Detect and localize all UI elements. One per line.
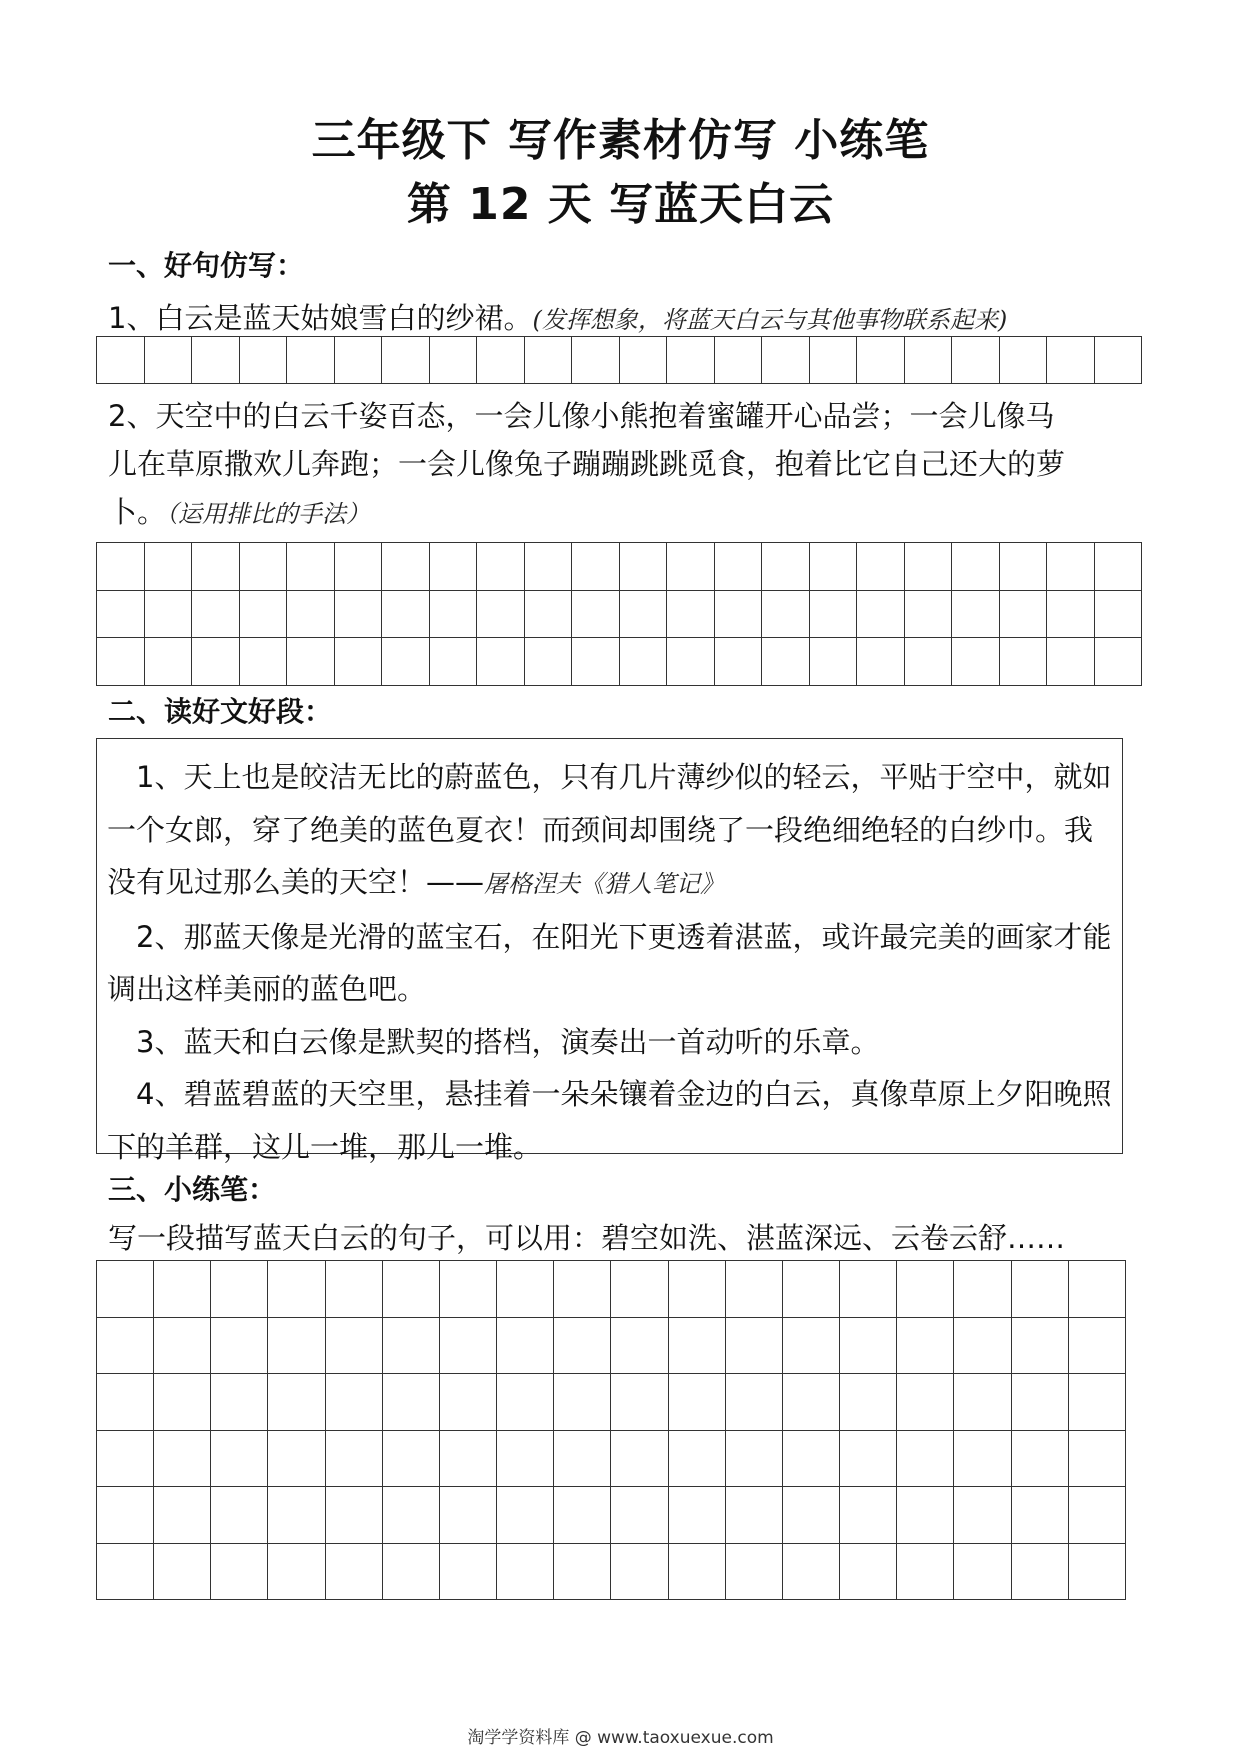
grid-cell[interactable] (725, 1487, 782, 1544)
grid-cell[interactable] (144, 543, 192, 591)
sentence-1 (108, 298, 1007, 340)
grid-cell[interactable] (439, 1317, 496, 1374)
grid-cell[interactable] (325, 1487, 382, 1544)
sentence-2-note: （运用排比的手法） (166, 500, 371, 528)
passage-paragraph-4: 4、碧蓝碧蓝的天空里，悬挂着一朵朵镶着金边的白云，真像草原上夕阳晚照下的羊群，这儿一堆，那儿一堆。 (107, 1077, 1112, 1164)
grid-cell[interactable] (952, 543, 1000, 591)
grid-cell[interactable] (211, 1487, 268, 1544)
grid-cell[interactable] (154, 1374, 211, 1431)
grid-cell[interactable] (572, 337, 620, 384)
grid-row (97, 590, 1142, 638)
grid-row (97, 1261, 1126, 1318)
grid-cell[interactable] (762, 337, 810, 384)
grid-cell[interactable] (239, 638, 287, 686)
grid-cell[interactable] (725, 1430, 782, 1487)
grid-cell[interactable] (954, 1430, 1011, 1487)
passage-paragraph-3: 3、蓝天和白云像是默契的搭档，演奏出一首动听的乐章。 (136, 1024, 880, 1059)
grid-cell[interactable] (477, 337, 525, 384)
page-title: 三年级下 写作素材仿写 小练笔 (311, 115, 930, 166)
grid-cell[interactable] (334, 543, 382, 591)
grid-cell[interactable] (439, 1430, 496, 1487)
grid-cell[interactable] (154, 1261, 211, 1318)
grid-cell[interactable] (524, 337, 572, 384)
grid-cell[interactable] (97, 1430, 154, 1487)
grid-cell[interactable] (497, 1374, 554, 1431)
sentence-2-line-2: 儿在草原撒欢儿奔跑；一会儿像兔子蹦蹦跳跳觅食，抱着比它自己还大的萝 (108, 447, 1066, 481)
passage-1-text: 1、天上也是皎洁无比的蔚蓝色，只有几片薄纱似的轻云，平贴于空中，就如一个女郎，穿了绝美的蓝色夏衣！而颈间却围绕了一段绝细绝轻的白纱巾。我没有见过那么美的天空！—— (107, 760, 1112, 899)
grid-cell[interactable] (239, 337, 287, 384)
grid-cell[interactable] (857, 638, 905, 686)
grid-cell[interactable] (1068, 1430, 1125, 1487)
grid-cell[interactable] (268, 1317, 325, 1374)
grid-cell[interactable] (714, 337, 762, 384)
grid-cell[interactable] (325, 1430, 382, 1487)
grid-cell[interactable] (999, 337, 1047, 384)
grid-row (97, 1374, 1126, 1431)
grid-cell[interactable] (97, 1374, 154, 1431)
grid-cell[interactable] (668, 1261, 725, 1318)
grid-cell[interactable] (725, 1261, 782, 1318)
grid-cell[interactable] (954, 1487, 1011, 1544)
grid-cell[interactable] (809, 638, 857, 686)
grid-cell[interactable] (439, 1543, 496, 1600)
grid-cell[interactable] (725, 1374, 782, 1431)
grid-cell[interactable] (1011, 1261, 1068, 1318)
grid-cell[interactable] (429, 543, 477, 591)
grid-cell[interactable] (952, 638, 1000, 686)
grid-cell[interactable] (954, 1261, 1011, 1318)
grid-cell[interactable] (211, 1374, 268, 1431)
grid-cell[interactable] (897, 1317, 954, 1374)
grid-cell[interactable] (382, 1487, 439, 1544)
grid-cell[interactable] (611, 1317, 668, 1374)
grid-cell[interactable] (497, 1543, 554, 1600)
grid-cell[interactable] (611, 1487, 668, 1544)
grid-cell[interactable] (840, 1487, 897, 1544)
grid-cell[interactable] (554, 1487, 611, 1544)
writing-grid-1[interactable] (96, 336, 1142, 384)
grid-cell[interactable] (714, 638, 762, 686)
grid-cell[interactable] (1094, 638, 1142, 686)
grid-cell[interactable] (954, 1317, 1011, 1374)
passage-1-source: 屠格涅夫《猎人笔记》 (484, 870, 725, 898)
grid-cell[interactable] (1047, 337, 1095, 384)
grid-cell[interactable] (857, 590, 905, 638)
grid-cell[interactable] (952, 337, 1000, 384)
grid-cell[interactable] (897, 1261, 954, 1318)
grid-cell[interactable] (782, 1430, 839, 1487)
grid-cell[interactable] (382, 543, 430, 591)
grid-cell[interactable] (809, 590, 857, 638)
grid-cell[interactable] (999, 590, 1047, 638)
grid-cell[interactable] (477, 638, 525, 686)
grid-cell[interactable] (334, 638, 382, 686)
grid-cell[interactable] (325, 1374, 382, 1431)
grid-cell[interactable] (334, 590, 382, 638)
reading-passage-box (96, 738, 1123, 1164)
grid-cell[interactable] (897, 1487, 954, 1544)
grid-cell[interactable] (840, 1430, 897, 1487)
grid-cell[interactable] (904, 590, 952, 638)
grid-cell[interactable] (954, 1374, 1011, 1431)
grid-cell[interactable] (97, 1487, 154, 1544)
grid-cell[interactable] (287, 337, 335, 384)
grid-cell[interactable] (714, 590, 762, 638)
grid-cell[interactable] (667, 590, 715, 638)
passage-paragraph-1 (107, 751, 1112, 911)
grid-cell[interactable] (1011, 1430, 1068, 1487)
sentence-2-line-3 (108, 492, 370, 534)
section3-heading: 三、小练笔： (108, 1173, 277, 1206)
sentence-2-line-1: 2、天空中的白云千姿百态，一会儿像小熊抱着蜜罐开心品尝；一会儿像马 (108, 399, 1055, 433)
grid-cell[interactable] (429, 590, 477, 638)
grid-cell[interactable] (439, 1261, 496, 1318)
grid-cell[interactable] (211, 1317, 268, 1374)
grid-cell[interactable] (154, 1487, 211, 1544)
grid-cell[interactable] (572, 590, 620, 638)
grid-cell[interactable] (611, 1543, 668, 1600)
grid-cell[interactable] (897, 1374, 954, 1431)
grid-cell[interactable] (667, 543, 715, 591)
grid-cell[interactable] (1047, 543, 1095, 591)
grid-cell[interactable] (1011, 1487, 1068, 1544)
grid-cell[interactable] (840, 1374, 897, 1431)
grid-cell[interactable] (325, 1261, 382, 1318)
grid-cell[interactable] (97, 638, 145, 686)
grid-row (97, 543, 1142, 591)
grid-row (97, 337, 1142, 384)
grid-cell[interactable] (554, 1317, 611, 1374)
grid-cell[interactable] (325, 1317, 382, 1374)
grid-cell[interactable] (154, 1430, 211, 1487)
grid-cell[interactable] (144, 337, 192, 384)
sentence-2-text-end: 卜。 (108, 495, 167, 529)
grid-cell[interactable] (1094, 590, 1142, 638)
grid-cell[interactable] (477, 590, 525, 638)
grid-cell[interactable] (192, 590, 240, 638)
grid-cell[interactable] (268, 1487, 325, 1544)
grid-cell[interactable] (668, 1430, 725, 1487)
grid-cell[interactable] (554, 1261, 611, 1318)
footer-source: 淘学学资料库 @ www.taoxuexue.com (467, 1728, 774, 1748)
section2-heading: 二、读好文好段： (108, 695, 333, 728)
grid-cell[interactable] (897, 1430, 954, 1487)
grid-cell[interactable] (782, 1261, 839, 1318)
grid-cell[interactable] (192, 543, 240, 591)
grid-cell[interactable] (1068, 1487, 1125, 1544)
grid-cell[interactable] (1068, 1317, 1125, 1374)
grid-cell[interactable] (572, 638, 620, 686)
grid-cell[interactable] (762, 638, 810, 686)
grid-cell[interactable] (952, 590, 1000, 638)
writing-grid-3[interactable] (96, 1260, 1126, 1600)
grid-cell[interactable] (762, 590, 810, 638)
grid-cell[interactable] (714, 543, 762, 591)
grid-cell[interactable] (999, 638, 1047, 686)
grid-cell[interactable] (667, 638, 715, 686)
grid-cell[interactable] (211, 1543, 268, 1600)
grid-cell[interactable] (287, 638, 335, 686)
grid-cell[interactable] (154, 1543, 211, 1600)
grid-cell[interactable] (382, 1261, 439, 1318)
grid-cell[interactable] (439, 1374, 496, 1431)
grid-cell[interactable] (382, 638, 430, 686)
grid-cell[interactable] (857, 337, 905, 384)
grid-row (97, 638, 1142, 686)
grid-cell[interactable] (611, 1261, 668, 1318)
grid-cell[interactable] (429, 337, 477, 384)
grid-cell[interactable] (668, 1487, 725, 1544)
grid-cell[interactable] (1011, 1374, 1068, 1431)
grid-cell[interactable] (782, 1374, 839, 1431)
grid-cell[interactable] (668, 1317, 725, 1374)
grid-cell[interactable] (725, 1543, 782, 1600)
grid-cell[interactable] (334, 337, 382, 384)
grid-cell[interactable] (1068, 1374, 1125, 1431)
grid-cell[interactable] (497, 1430, 554, 1487)
grid-cell[interactable] (611, 1430, 668, 1487)
grid-cell[interactable] (857, 543, 905, 591)
grid-cell[interactable] (325, 1543, 382, 1600)
grid-cell[interactable] (904, 638, 952, 686)
grid-cell[interactable] (268, 1261, 325, 1318)
grid-cell[interactable] (97, 590, 145, 638)
grid-cell[interactable] (897, 1543, 954, 1600)
grid-cell[interactable] (497, 1261, 554, 1318)
grid-cell[interactable] (840, 1317, 897, 1374)
grid-cell[interactable] (619, 638, 667, 686)
grid-cell[interactable] (382, 1374, 439, 1431)
grid-cell[interactable] (725, 1317, 782, 1374)
grid-cell[interactable] (382, 1317, 439, 1374)
grid-cell[interactable] (1068, 1543, 1125, 1600)
grid-cell[interactable] (554, 1430, 611, 1487)
grid-cell[interactable] (840, 1543, 897, 1600)
grid-cell[interactable] (554, 1543, 611, 1600)
grid-cell[interactable] (144, 590, 192, 638)
grid-cell[interactable] (192, 337, 240, 384)
grid-cell[interactable] (668, 1374, 725, 1431)
grid-cell[interactable] (904, 543, 952, 591)
grid-cell[interactable] (382, 1430, 439, 1487)
grid-cell[interactable] (287, 543, 335, 591)
grid-cell[interactable] (97, 1317, 154, 1374)
grid-cell[interactable] (619, 337, 667, 384)
grid-cell[interactable] (268, 1543, 325, 1600)
grid-cell[interactable] (1094, 543, 1142, 591)
grid-cell[interactable] (97, 1261, 154, 1318)
grid-cell[interactable] (239, 590, 287, 638)
page-subtitle: 第 12 天 写蓝天白云 (406, 179, 835, 230)
grid-cell[interactable] (268, 1374, 325, 1431)
grid-cell[interactable] (211, 1261, 268, 1318)
grid-cell[interactable] (97, 337, 145, 384)
grid-cell[interactable] (382, 1543, 439, 1600)
grid-cell[interactable] (1011, 1543, 1068, 1600)
grid-cell[interactable] (554, 1374, 611, 1431)
grid-cell[interactable] (382, 590, 430, 638)
grid-row (97, 1317, 1126, 1374)
grid-cell[interactable] (1011, 1317, 1068, 1374)
grid-cell[interactable] (144, 638, 192, 686)
grid-cell[interactable] (619, 543, 667, 591)
grid-cell[interactable] (192, 638, 240, 686)
grid-cell[interactable] (439, 1487, 496, 1544)
grid-cell[interactable] (268, 1430, 325, 1487)
grid-cell[interactable] (97, 543, 145, 591)
grid-cell[interactable] (782, 1543, 839, 1600)
grid-cell[interactable] (1068, 1261, 1125, 1318)
grid-cell[interactable] (524, 543, 572, 591)
grid-cell[interactable] (524, 590, 572, 638)
grid-row (97, 1430, 1126, 1487)
grid-cell[interactable] (287, 590, 335, 638)
practice-prompt: 写一段描写蓝天白云的句子，可以用：碧空如洗、湛蓝深远、云卷云舒…… (108, 1221, 1066, 1255)
grid-cell[interactable] (667, 337, 715, 384)
grid-cell[interactable] (211, 1430, 268, 1487)
grid-cell[interactable] (1094, 337, 1142, 384)
grid-cell[interactable] (782, 1317, 839, 1374)
grid-cell[interactable] (954, 1543, 1011, 1600)
grid-cell[interactable] (619, 590, 667, 638)
grid-cell[interactable] (809, 543, 857, 591)
grid-cell[interactable] (904, 337, 952, 384)
sentence-1-text: 1、白云是蓝天姑娘雪白的纱裙。 (108, 301, 533, 335)
grid-cell[interactable] (611, 1374, 668, 1431)
grid-cell[interactable] (97, 1543, 154, 1600)
grid-cell[interactable] (154, 1317, 211, 1374)
grid-row (97, 1543, 1126, 1600)
grid-row (97, 1487, 1126, 1544)
grid-cell[interactable] (429, 638, 477, 686)
grid-cell[interactable] (1047, 638, 1095, 686)
grid-cell[interactable] (782, 1487, 839, 1544)
section1-heading: 一、好句仿写： (108, 249, 305, 282)
grid-cell[interactable] (840, 1261, 897, 1318)
grid-cell[interactable] (477, 543, 525, 591)
grid-cell[interactable] (999, 543, 1047, 591)
writing-grid-2[interactable] (96, 542, 1142, 686)
grid-cell[interactable] (762, 543, 810, 591)
grid-cell[interactable] (524, 638, 572, 686)
grid-cell[interactable] (668, 1543, 725, 1600)
grid-cell[interactable] (382, 337, 430, 384)
passage-paragraph-2: 2、那蓝天像是光滑的蓝宝石，在阳光下更透着湛蓝，或许最完美的画家才能调出这样美丽的蓝色吧。 (107, 919, 1112, 1006)
grid-cell[interactable] (239, 543, 287, 591)
grid-cell[interactable] (809, 337, 857, 384)
sentence-1-note: (发挥想象，将蓝天白云与其他事物联系起来) (532, 306, 1008, 334)
grid-cell[interactable] (572, 543, 620, 591)
grid-cell[interactable] (497, 1317, 554, 1374)
grid-cell[interactable] (1047, 590, 1095, 638)
grid-cell[interactable] (497, 1487, 554, 1544)
